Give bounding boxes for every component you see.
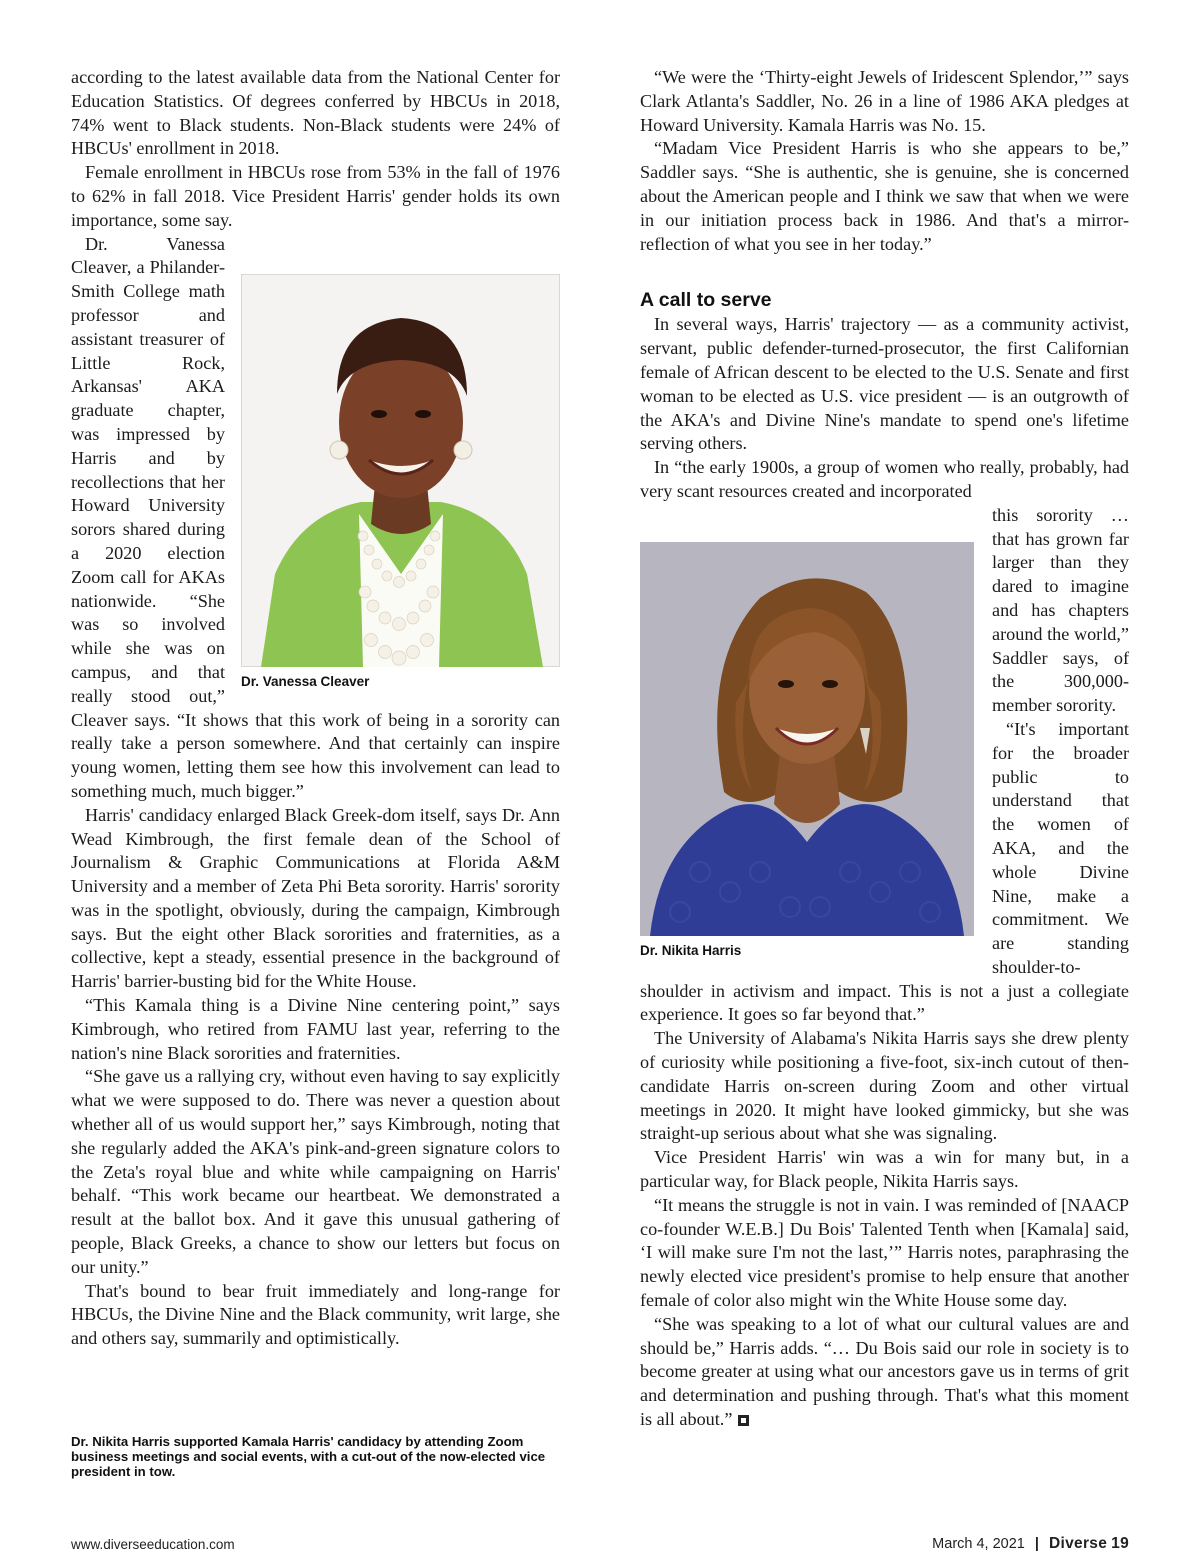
- photo-caption: Dr. Nikita Harris: [640, 942, 742, 958]
- section-heading: A call to serve: [640, 289, 772, 312]
- bottom-photo-caption: Dr. Nikita Harris supported Kamala Harris' candidacy by attending Zoom business meetings and social events, with a cut-out of the now-elected vice president in tow.: [71, 1434, 546, 1479]
- body-paragraph: “It means the struggle is not in vain. I was reminded of [NAACP co-founder W.E.B.] Du Bois' Talented Tenth when [Kamala] said, ‘I will make sure I'm not the last,’” Harris notes, paraphrasing the newly elected vice president's promise to help ensure that another female of color also might win the White House some day.: [640, 1194, 1129, 1311]
- footer-separator: |: [1034, 1536, 1039, 1552]
- portrait-image: [241, 274, 560, 667]
- footer-folio: [932, 1535, 1129, 1553]
- footer-website: www.diverseeducation.com: [71, 1537, 235, 1552]
- portrait-image: [640, 542, 974, 936]
- body-paragraph: “We were the ‘Thirty-eight Jewels of Iridescent Splendor,’” says Clark Atlanta's Saddler, No. 26 in a line of 1986 AKA pledges at Howard University. Kamala Harris was No. 15.: [640, 67, 1129, 135]
- photo-caption: Dr. Vanessa Cleaver: [241, 673, 370, 689]
- final-paragraph: [640, 1313, 1129, 1432]
- body-paragraph: That's bound to bear fruit immediately and long-range for HBCUs, the Divine Nine and the Black community, writ large, she and others say, summarily and optimistically.: [71, 1280, 560, 1349]
- left-column: [71, 66, 560, 1351]
- footer-date: March 4, 2021: [932, 1536, 1025, 1552]
- end-of-story-icon: [738, 1415, 749, 1426]
- body-paragraph: this sorority … that has grown far larger than they dared to imagine and has chapters around the world,” Saddler says, of the 300,000-member sorority.: [992, 504, 1129, 716]
- photo-vanessa-cleaver: [241, 274, 560, 690]
- body-paragraph: “It's important for the broader public to understand that the women of AKA, and the whole Divine Nine, make a commitment. We are standing shoulder-to-shoulder in activism and impact. This is not a just a collegiate experience. It goes so far beyond that.”: [640, 718, 1129, 1025]
- body-paragraph: Vice President Harris' win was a win for many but, in a particular way, for Black people, Nikita Harris says.: [640, 1147, 1129, 1192]
- body-paragraph: In “the early 1900s, a group of women who really, probably, had very scant resources created and incorporated: [640, 457, 1129, 501]
- body-paragraph: Dr. Vanessa Cleaver, a Philander-Smith College math professor and assistant treasurer of Little Rock, Arkansas' AKA graduate chapter, was impressed by Harris and by recollections that her Howard University sorors shared during a 2020 election Zoom call for AKAs nationwide. “She was so involved while she was on campus, and that really stood out,” Cleaver says. “It shows that this work of being in a sorority can really take a person somewhere. And that certainly can inspire young women, letting them see how this involvement can lead to something much, much bigger.”: [71, 233, 560, 801]
- body-paragraph: The University of Alabama's Nikita Harris says she drew plenty of curiosity while positioning a five-foot, six-inch cutout of then-candidate Harris on-screen during Zoom and other virtual meetings in 2020. It might have looked gimmicky, but she was straight-up serious about what she was signaling.: [640, 1028, 1129, 1144]
- body-paragraph: “She gave us a rallying cry, without even having to say explicitly what we were supposed to do. There was never a question about whether all of us would support her,” says Kimbrough, noting that she regularly added the AKA's pink-and-green signature colors to the Zeta's royal blue and white while campaigning on Harris' behalf. “This work became our heartbeat. We demonstrated a result at the ballot box. And it gave this unusual gathering of people, Black Greeks, a chance to show our letters but focus on our unity.”: [71, 1066, 560, 1277]
- body-paragraph: according to the latest available data from the National Center for Education Statistics. Of degrees conferred by HBCUs in 2018, 74% went to Black students. Non-Black students were 24% of HBCUs' enrollment in 2018.: [71, 67, 560, 159]
- body-paragraph: Female enrollment in HBCUs rose from 53% in the fall of 1976 to 62% in fall 2018. Vice President Harris' gender holds its own importance, some say.: [71, 162, 560, 230]
- right-column: [640, 66, 1129, 1432]
- magazine-name: Diverse: [1049, 1535, 1108, 1552]
- photo-nikita-harris: [640, 542, 974, 959]
- body-paragraph: “This Kamala thing is a Divine Nine centering point,” says Kimbrough, who retired from FAMU last year, referring to the nation's nine Black sororities and fraternities.: [71, 995, 560, 1063]
- body-paragraph: “Madam Vice President Harris is who she appears to be,” Saddler says. “She is authentic, she is genuine, she is concerned about the American people and I think we saw that when we were in our initiation process back in 1986. And that's a mirror-reflection of what you see in her today.”: [640, 138, 1129, 254]
- body-paragraph: Harris' candidacy enlarged Black Greek-dom itself, says Dr. Ann Wead Kimbrough, the first female dean of the School of Journalism & Graphic Communications at Florida A&M University and a member of Zeta Phi Beta sorority. Harris' sorority was in the spotlight, obviously, during the campaign, Kimbrough says. But the eight other Black sororities and fraternities, as a collective, kept a steady, essential presence in the background of Harris' barrier-busting bid for the White House.: [71, 804, 560, 992]
- body-paragraph: In several ways, Harris' trajectory — as a community activist, servant, public defender-turned-prosecutor, the first Californian female of African descent to be elected to the U.S. Senate and first woman to be elected as U.S. vice president — is an outgrowth of the AKA's and Divine Nine's mandate to spend one's lifetime serving others.: [640, 314, 1129, 454]
- page-number: 19: [1111, 1535, 1129, 1552]
- final-paragraph-text: “She was speaking to a lot of what our cultural values are and should be,” Harris adds. “… Du Bois said our role in society is to become greater at using what our ancestors gave us in terms of grit and determination and pushing through. That's what this moment is all about.”: [640, 1313, 1129, 1430]
